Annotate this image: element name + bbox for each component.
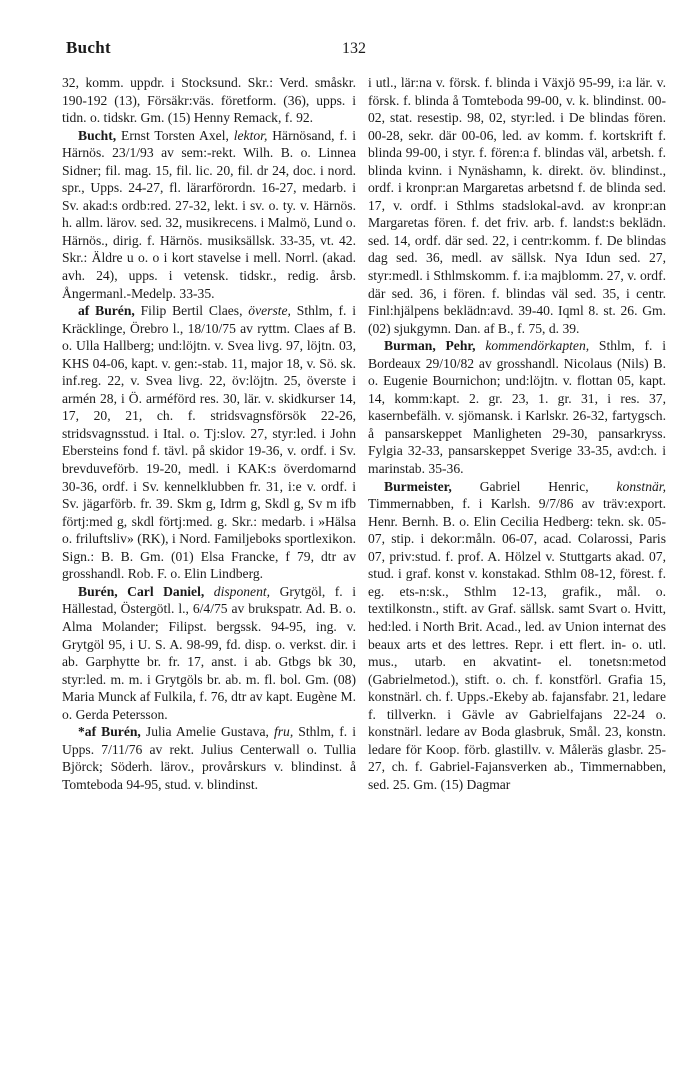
entry-buren-carl [62,583,356,723]
entry-occupation: lektor, [233,127,268,143]
entry-surname: *af Burén, [78,724,141,740]
left-column [62,74,356,793]
entry-text: Timmernabben, f. i Karlsh. 9/7/86 av träv:export. Henr. Bernh. B. o. Elin Cecilia Hedberg: tekn. sk. 05-07, stip. i dekor:måln. 06-07, acad. Colarossi, Paris 07, priv:stud. f. prof. A. Hölzel v. Stuttgarts akad. 07, stud. i graf. konst v. konstakad. Sthlm 08-12, förest. f. eg. ets-n:sk., Sthlm 12-13, grafik., mål. o. textilkonstn., stift. av Graf. sällsk. samt Svart o. Hvitt, hed:led. i North Brit. Acad., led. av Union internat des beaux arts et des lettres. Repr. i ett flert. in- o. utl. mus., utarb. en akvatint- el. tonetsn:metod (Gabrielmetod.), stift. o. ch. f. konstförl. Grafia 15, konstnärl. ch. f. Upps.-Ekeby ab. fajansfabr. 21, ledare f. tillverkn. i Gävle av Gabrielfajans 22-24 o. konstnärl. ledare av Boda glasbruk, Smål. 23, konstn. ledare för Koop. förb. glastillv. v. Måleräs glasbr. 25-27, ch. f. Gabriel-Fajansverken ab., Timmernabben, sed. 25. Gm. (15) Dagmar [368,496,666,792]
page-number: 132 [342,40,366,57]
entry-occupation: överste, [248,303,291,319]
entry-given-names: Gabriel Henric, [479,478,589,494]
entry-bucht [62,127,356,302]
entry-text: Sthlm, f. i Kräcklinge, Örebro l., 18/10/75 av ryttm. Claes af B. o. Ulla Hallberg; und:löjtn. v. Svea livg. 97, löjtn. 03, KHS 04-06, kapt. v. gen:-stab. 11, major 18, v. Sö. sk. inf.reg. 22, v. Svea livg. 22, öv:löjtn. 25, överste i armén 28, i Ö. arméförd res. 30, lär. v. skidkurser 14, 17, 20, 21, ch. f. stridsvagnsförsök 22-26, stridsvagnsstud. i Ital. o. Tj:slov. 27, styr:led. i John Ebersteins fond f. tävl. på skidor 19-36, v. ordf. i Sv. brevduveförb. 19-20, medl. i KAK:s överdomarnd 30-36, ordf. i Sv. kennelklubben fr. 31, i:e v. ordf. i Sv. jägarförb. fr. 39. Skm g, Idrm g, Skdl g, Sv m ifb förtj:med g, skdl förtj:med. g. Skr.: medarb. i »Hälsa o. friluftsliv» (RK), i Nord. Familjeboks sportlexikon. Sign.: B. B. Gm. (01) Elsa Francke, f 79, dtr av grosshandl. Rob. F. o. Elin Lindberg. [62,303,356,582]
entry-occupation: fru, [273,724,294,740]
entry-surname: Bucht, [78,127,117,143]
entry-surname: Burén, [78,583,118,599]
entry-occupation: disponent, [213,583,271,599]
right-continuation-text: i utl., lär:na v. försk. f. blinda i Växjö 95-99, i:a lär. v. försk. f. blinda å Tomteboda 99-00, v. k. blindinst. 00-02, stat. resestip. 98, 02, styr:led. i De blindas fören. 00-28, sekr. där 00-06, led. av komm. f. kortskrift f. blinda 99-00, i styr. f. fören:a f. blindas väl, arbetsh. f. blinda kvinn. i Nynäshamn, k. direkt. öv. blindinst., ordf. i kronpr:an Margaretas arbetsnd f. de blinda sed. 17, v. ordf. i Sthlms stadslokal-avd. av kronpr:an Margaretas fören. f. det friv. arb. f. landst:s beklädn. sed. 14, ordf. där sed. 22, i centr:komm. f. De blindas dag sed. 36, medl. av sällsk. Nya Idun sed. 27, styr:medl. i Sthlmskomm. f. i:a majblomm. 27, v. ordf. där sed. 36, i fören. f. blindas väl sed. 35, i centr. Finl:hjälpens beklädn:avd. 39-40. Iqml 8. st. 26. Gm. (02) sjukgymn. Dan. af B., f. 75, d. 39. [368,75,666,336]
left-continuation-text: 32, komm. uppdr. i Stocksund. Skr.: Verd. småskr. 190-192 (13), Försäkr:väs. företform. (36), upps. i tidn. o. tidskr. Gm. (15) Henny Remack, f. 92. [62,75,356,126]
entry-burman [368,337,666,477]
right-column [368,74,666,793]
entry-text: Härnösand, f. i Härnös. 23/1/93 av sem:-rekt. Wilh. B. o. Linnea Sidner; fil. mag. 15, fil. lic. 20, fil. dr 24, doc. i nord. spr., Upps. 24-27, fl. lärarförordn. 16-27, medarb. i Sv. akad:s ordb:red. 27-32, lekt. i sv. o. ty. v. Härnös. h. allm. lärov. sed. 32, musikrecens. i Malmö, Lund o. Härnös., dirig. f. Härnös. musiksällsk. 33-35, vt. 42. Skr.: Äldre u o. o i kort stavelse i mell. Norrl. (akad. avh. 24), upps. i vetensk. tidskr., redig. årsb. Ångermanl.-Medelp. 33-35. [62,127,356,301]
entry-surname: af Burén, [78,303,135,319]
entry-text: Sthlm, f. i Upps. 7/11/76 av rekt. Julius Centerwall o. Tullia Björck; Söderh. lärov., provårskurs v. blindinst. å Tomteboda 94-95, stud. v. blindinst. [62,724,356,792]
entry-text: Sthlm, f. i Bordeaux 29/10/82 av grosshandl. Nicolaus (Nils) B. o. Eugenie Bournichon; und:löjtn. v. flottan 05, kapt. 14, komm:kapt. 2. gr. 23, 1. gr. 31, i res. 37, kasernbefälh. v. sjömansk. i Karlskr. 26-32, fartygsch. å pansarskeppet Manligheten 29-30, pansarkryss. Fylgia 32-33, pansarskeppet Sverige 33-35, avd:ch. i marinstab. 35-36. [368,338,666,477]
entry-given-names: Julia Amelie Gustava, [145,724,269,740]
entry-text: Grytgöl, f. i Hällestad, Östergötl. l., 6/4/75 av brukspatr. Ad. B. o. Alma Molander; Filipst. bergssk. 94-95, ing. v. Grytgöl 95, i U. S. A. 98-99, fd. disp. o. verkst. dir. i ab. Garphytte br. fr. 17, anst. i ab. Gtbgs bk 30, styr:led. m. m. i Grytgöls br. ab. m. fl. bol. Gm. (08) Maria Munck af Fulkila, f. 76, dtr av kapt. Eugène M. o. Gerda Petersson. [62,583,356,722]
entry-surname: Burmeister, [384,478,452,494]
entry-occupation: konstnär, [616,478,666,494]
entry-surname: Burman, [384,338,436,354]
entry-given-names: Carl Daniel, [127,583,205,599]
entry-af-buren-filip [62,302,356,583]
entry-occupation: kommendörkapten, [485,338,590,354]
entry-af-buren-julia [62,723,356,793]
entry-given-names: Pehr, [445,338,476,354]
entry-given-names: Filip Bertil Claes, [140,303,243,319]
page-header [66,38,622,64]
entry-given-names: Ernst Torsten Axel, [121,127,229,143]
entry-burmeister [368,478,666,794]
running-head: Bucht [66,38,111,57]
